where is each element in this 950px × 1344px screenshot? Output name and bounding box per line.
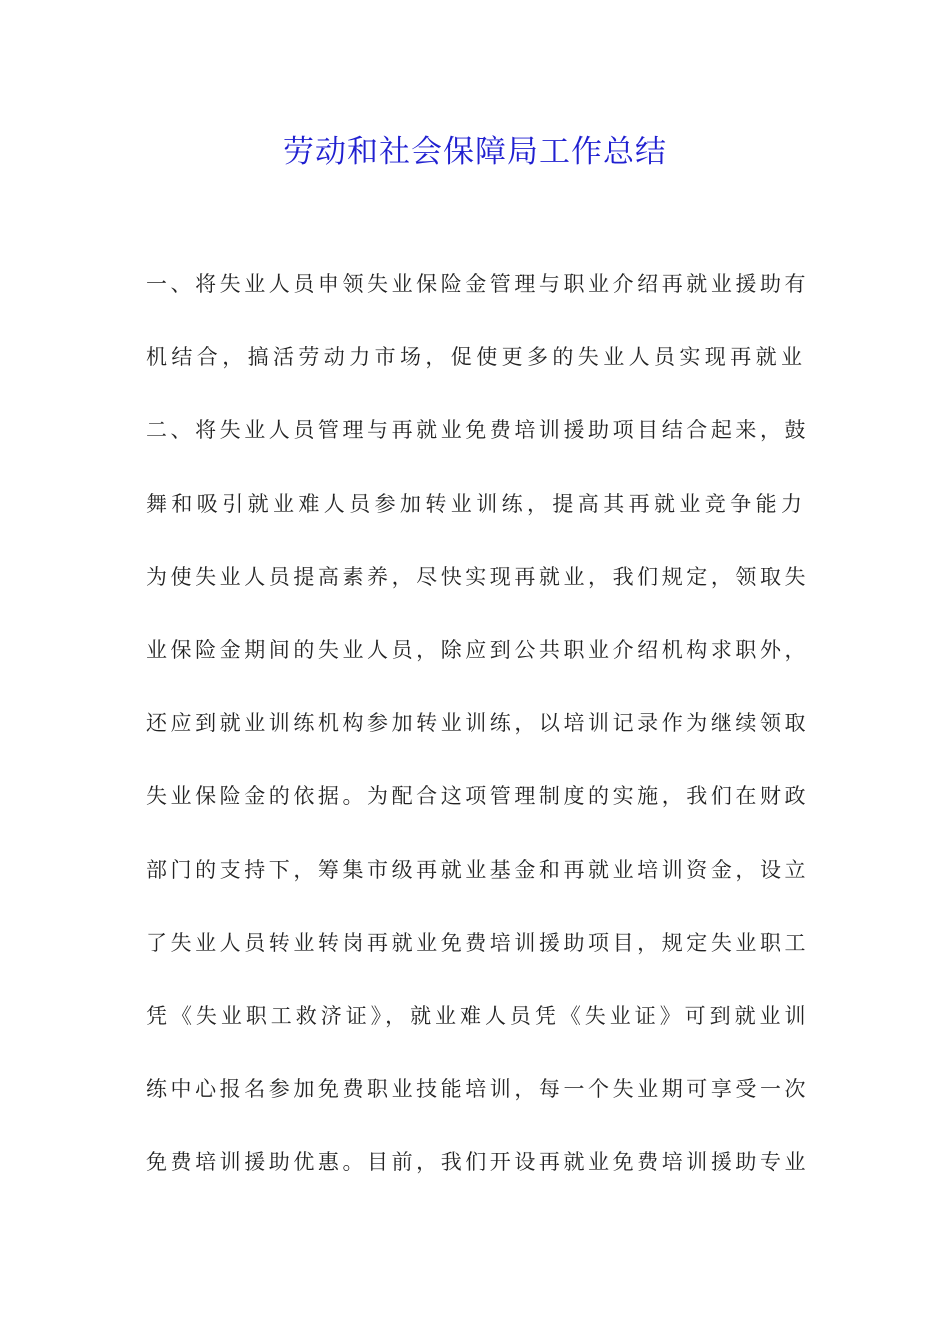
document-title: 劳动和社会保障局工作总结 <box>283 134 667 170</box>
body-line: 舞和吸引就业难人员参加转业训练，提高其再就业竞争能力 <box>146 491 807 516</box>
body-line: 二、将失业人员管理与再就业免费培训援助项目结合起来，鼓 <box>146 418 806 443</box>
body-line: 机结合，搞活劳动力市场，促使更多的失业人员实现再就业 <box>146 345 807 370</box>
body-line: 为使失业人员提高素养，尽快实现再就业，我们规定，领取失 <box>146 564 806 589</box>
body-line: 了失业人员转业转岗再就业免费培训援助项目，规定失业职工 <box>146 930 806 955</box>
body-line: 还应到就业训练机构参加转业训练，以培训记录作为继续领取 <box>146 711 806 736</box>
body-line: 业保险金期间的失业人员，除应到公共职业介绍机构求职外， <box>146 637 806 662</box>
body-line: 凭《失业职工救济证》，就业难人员凭《失业证》可到就业训 <box>146 1003 806 1028</box>
body-line: 一、将失业人员申领失业保险金管理与职业介绍再就业援助有 <box>146 272 806 296</box>
document-body <box>146 264 806 1215</box>
body-line: 免费培训援助优惠。目前，我们开设再就业免费培训援助专业 <box>146 1150 806 1175</box>
body-line: 练中心报名参加免费职业技能培训，每一个失业期可享受一次 <box>146 1077 806 1102</box>
body-line: 失业保险金的依据。为配合这项管理制度的实施，我们在财政 <box>146 784 806 809</box>
body-line: 部门的支持下，筹集市级再就业基金和再就业培训资金，设立 <box>146 857 806 882</box>
